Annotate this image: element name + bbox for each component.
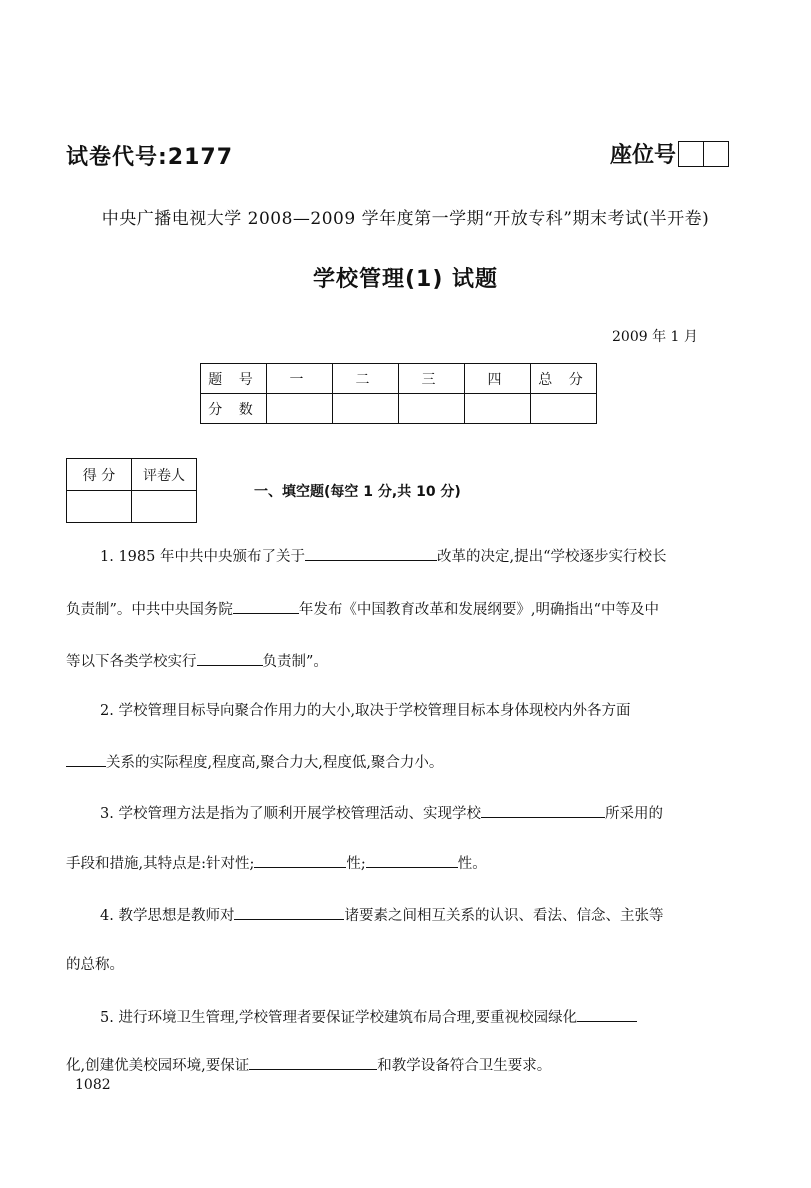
answer-blank[interactable] bbox=[234, 905, 344, 920]
grader-table bbox=[66, 458, 197, 523]
score-header-cell: 四 bbox=[465, 364, 531, 394]
score-row-label: 分 数 bbox=[201, 394, 267, 424]
answer-blank[interactable] bbox=[233, 599, 299, 614]
answer-blank[interactable] bbox=[481, 803, 605, 818]
question-text: 性。 bbox=[457, 856, 487, 872]
score-cell[interactable] bbox=[267, 394, 333, 424]
question-text: 负责制”。 bbox=[262, 654, 328, 670]
question-3-line-2 bbox=[66, 853, 487, 874]
grader-table-header-row bbox=[67, 459, 197, 491]
answer-blank[interactable] bbox=[254, 853, 346, 868]
score-header-cell: 三 bbox=[399, 364, 465, 394]
score-cell[interactable] bbox=[333, 394, 399, 424]
answer-blank[interactable] bbox=[249, 1055, 377, 1070]
page-number: 1082 bbox=[75, 1077, 111, 1093]
question-3-line-1 bbox=[100, 803, 663, 824]
question-text: 化,创建优美校园环境,要保证 bbox=[66, 1058, 250, 1074]
question-4-line-1 bbox=[100, 905, 663, 926]
seat-number-boxes[interactable] bbox=[678, 141, 729, 167]
grader-score-cell[interactable] bbox=[67, 491, 132, 523]
grader-score-label: 得 分 bbox=[67, 459, 132, 491]
score-header-cell: 题 号 bbox=[201, 364, 267, 394]
question-text: 年发布《中国教育改革和发展纲要》,明确指出“中等及中 bbox=[298, 602, 659, 618]
exam-subtitle: 中央广播电视大学 2008—2009 学年度第一学期“开放专科”期末考试(半开卷) bbox=[101, 209, 710, 229]
grader-name-cell[interactable] bbox=[132, 491, 197, 523]
question-5-line-2 bbox=[66, 1055, 551, 1076]
question-2-line-1: 2. 学校管理目标导向聚合作用力的大小,取决于学校管理目标本身体现校内外各方面 bbox=[100, 703, 631, 719]
score-cell[interactable] bbox=[465, 394, 531, 424]
score-header-cell: 二 bbox=[333, 364, 399, 394]
score-table-header-row bbox=[201, 364, 597, 394]
question-1-line-2 bbox=[66, 599, 659, 620]
seat-number bbox=[610, 138, 729, 169]
question-5-line-1 bbox=[100, 1007, 637, 1028]
score-header-cell: 总 分 bbox=[531, 364, 597, 394]
score-cell[interactable] bbox=[399, 394, 465, 424]
score-cell[interactable] bbox=[531, 394, 597, 424]
question-text: 4. 教学思想是教师对 bbox=[100, 908, 235, 924]
question-1-line-3 bbox=[66, 651, 328, 672]
answer-blank[interactable] bbox=[66, 752, 106, 767]
exam-title: 学校管理(1) 试题 bbox=[312, 267, 499, 292]
exam-date: 2009 年 1 月 bbox=[612, 329, 698, 345]
question-1-line-1 bbox=[100, 546, 667, 567]
score-header-cell: 一 bbox=[267, 364, 333, 394]
grader-table-value-row bbox=[67, 491, 197, 523]
seat-box-1[interactable] bbox=[678, 141, 704, 167]
answer-blank[interactable] bbox=[366, 853, 458, 868]
answer-blank[interactable] bbox=[577, 1007, 637, 1022]
answer-blank[interactable] bbox=[197, 651, 263, 666]
question-2-line-2 bbox=[66, 752, 443, 773]
question-text: 改革的决定,提出“学校逐步实行校长 bbox=[436, 549, 667, 565]
question-text: 手段和措施,其特点是:针对性; bbox=[66, 856, 255, 872]
paper-code: 试卷代号:2177 bbox=[66, 145, 234, 170]
seat-label: 座位号 bbox=[610, 143, 677, 168]
question-text: 5. 进行环境卫生管理,学校管理者要保证学校建筑布局合理,要重视校园绿化 bbox=[100, 1010, 578, 1026]
answer-blank[interactable] bbox=[305, 546, 437, 561]
question-text: 3. 学校管理方法是指为了顺利开展学校管理活动、实现学校 bbox=[100, 806, 481, 822]
question-text: 1. 1985 年中共中央颁布了关于 bbox=[100, 549, 305, 565]
question-4-line-2: 的总称。 bbox=[66, 957, 124, 973]
question-text: 所采用的 bbox=[604, 806, 663, 822]
score-table-value-row bbox=[201, 394, 597, 424]
question-text: 负责制”。中共中央国务院 bbox=[66, 602, 233, 618]
question-text: 诸要素之间相互关系的认识、看法、信念、主张等 bbox=[344, 908, 664, 924]
seat-box-2[interactable] bbox=[704, 141, 729, 167]
question-text: 关系的实际程度,程度高,聚合力大,程度低,聚合力小。 bbox=[106, 755, 444, 771]
question-text: 等以下各类学校实行 bbox=[66, 654, 197, 670]
question-text: 和教学设备符合卫生要求。 bbox=[377, 1058, 552, 1074]
score-table bbox=[200, 363, 597, 424]
section-heading: 一、填空题(每空 1 分,共 10 分) bbox=[254, 484, 461, 500]
question-text: 性; bbox=[346, 856, 366, 872]
grader-name-label: 评卷人 bbox=[132, 459, 197, 491]
